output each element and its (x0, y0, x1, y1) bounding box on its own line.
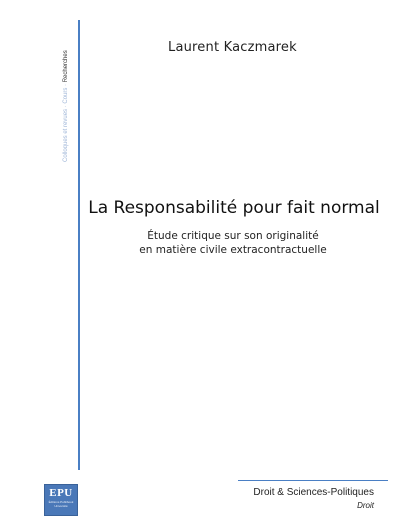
series-strong-text: Recherches (63, 50, 69, 83)
publisher-logo-name: EPU (49, 487, 73, 499)
series-label (59, 12, 73, 162)
horizontal-accent-line (238, 480, 388, 481)
subtitle-line-2: en matière civile extracontractuelle (139, 244, 327, 256)
publisher-logo-tagline (45, 501, 77, 508)
publisher-logo (44, 484, 78, 516)
book-title: La Responsabilité pour fait normal (88, 198, 380, 218)
series-muted-text: Colloques et revues · Cours · (63, 82, 69, 162)
series-text (59, 50, 73, 162)
logo-tagline-line-1: Éditions Publibook (48, 500, 74, 504)
logo-tagline-line-2: Université (54, 503, 68, 508)
collection-name: Droit & Sciences-Politiques (253, 487, 374, 498)
vertical-accent-line (78, 20, 80, 470)
book-subtitle (100, 229, 366, 257)
author-name: Laurent Kaczmarek (168, 40, 297, 55)
subtitle-line-1: Étude critique sur son originalité (147, 230, 319, 242)
subcollection-name: Droit (357, 501, 374, 510)
